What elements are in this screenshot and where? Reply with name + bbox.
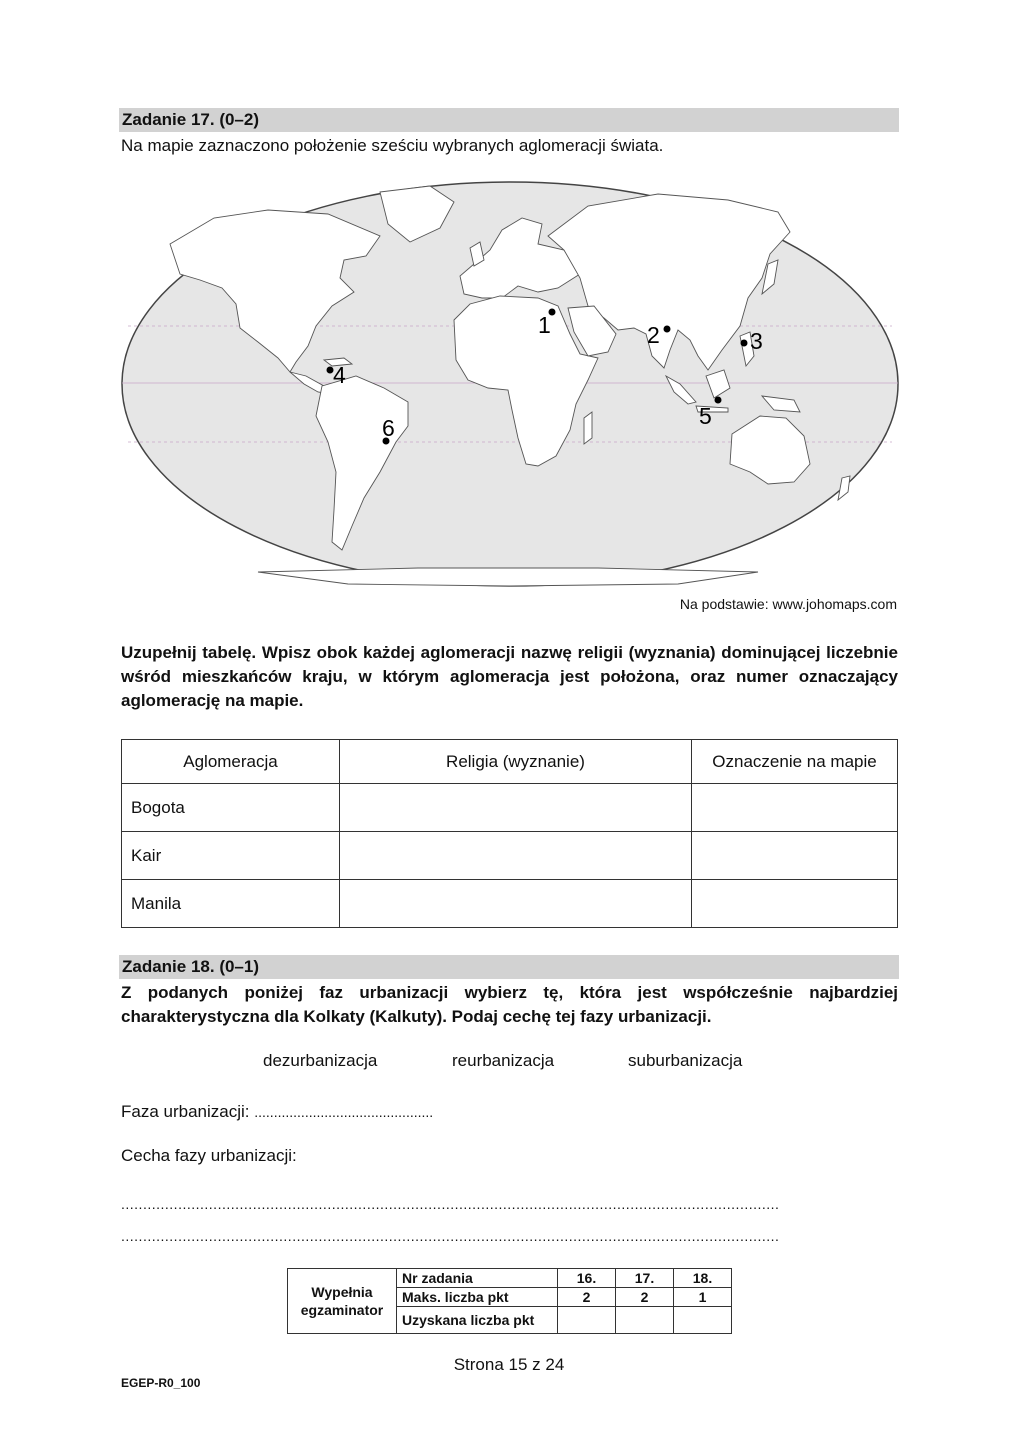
marker-label-1: 1: [538, 312, 551, 338]
exam-code: EGEP-R0_100: [121, 1376, 201, 1390]
marker-dot-3: [741, 340, 748, 347]
phase-label: Faza urbanizacji:: [121, 1102, 250, 1121]
row-label-obtained: Uzyskana liczba pkt: [397, 1307, 558, 1334]
marker-label-4: 4: [333, 362, 346, 388]
task-number: 16.: [558, 1269, 616, 1288]
max-points: 2: [558, 1288, 616, 1307]
option-suburbanizacja: suburbanizacja: [628, 1051, 743, 1070]
table-row: [122, 784, 898, 832]
row-label-task: Nr zadania: [397, 1269, 558, 1288]
task-18-header: Zadanie 18. (0–1): [119, 955, 899, 979]
task-17-header: Zadanie 17. (0–2): [119, 108, 899, 132]
filled-by-line-1: Wypełnia: [311, 1284, 373, 1300]
row-label-max: Maks. liczba pkt: [397, 1288, 558, 1307]
city-name: Kair: [122, 832, 340, 880]
score-table: [287, 1268, 732, 1334]
feature-answer-line-1[interactable]: ......................................................................................................................................................: [121, 1196, 780, 1212]
religion-input-cell[interactable]: [340, 880, 692, 928]
table-row: [122, 832, 898, 880]
table-row: [122, 880, 898, 928]
answer-table-header: [122, 740, 898, 784]
marker-dot-5: [715, 397, 722, 404]
religion-input-cell[interactable]: [340, 784, 692, 832]
task-number: 17.: [616, 1269, 674, 1288]
marker-label-3: 3: [750, 328, 763, 354]
world-map: [118, 180, 902, 588]
option-dezurbanizacja: dezurbanizacja: [263, 1051, 378, 1070]
city-name: Bogota: [122, 784, 340, 832]
task-17-intro: Na mapie zaznaczono położenie sześciu wybranych aglomeracji świata.: [121, 136, 664, 155]
max-points: 2: [616, 1288, 674, 1307]
map-source: Na podstawie: www.johomaps.com: [679, 596, 897, 612]
marker-label-6: 6: [382, 415, 395, 441]
task-18-instruction: Z podanych poniżej faz urbanizacji wybierz tę, która jest współcześnie najbardziej charakterystyczna dla Kolkaty (Kalkuty). Podaj cechę tej fazy urbanizacji.: [121, 983, 898, 1026]
map-number-input-cell[interactable]: [692, 832, 898, 880]
header-map-number: Oznaczenie na mapie: [692, 740, 898, 784]
phase-field[interactable]: [121, 1100, 433, 1124]
marker-label-2: 2: [647, 322, 660, 348]
map-number-input-cell[interactable]: [692, 784, 898, 832]
task-17-instruction: Uzupełnij tabelę. Wpisz obok każdej aglomeracji nazwę religii (wyznania) dominującej liczebnie wśród mieszkańców kraju, w którym aglomeracja jest położona, oraz numer oznaczający aglomerację na mapie.: [121, 643, 898, 710]
feature-answer-line-2[interactable]: ......................................................................................................................................................: [121, 1228, 780, 1244]
religion-input-cell[interactable]: [340, 832, 692, 880]
feature-label: Cecha fazy urbanizacji:: [121, 1146, 297, 1165]
obtained-points-cell[interactable]: [616, 1307, 674, 1334]
header-religion: Religia (wyznanie): [340, 740, 692, 784]
max-points: 1: [674, 1288, 732, 1307]
task-number: 18.: [674, 1269, 732, 1288]
answer-table: [121, 739, 898, 928]
phase-answer-line[interactable]: ..............................................: [254, 1104, 434, 1120]
header-agglomeration: Aglomeracja: [122, 740, 340, 784]
map-number-input-cell[interactable]: [692, 880, 898, 928]
option-reurbanizacja: reurbanizacja: [452, 1051, 555, 1070]
filled-by-line-2: egzaminator: [300, 1302, 384, 1318]
obtained-points-cell[interactable]: [558, 1307, 616, 1334]
filled-by-cell: [288, 1269, 397, 1334]
page-number: Strona 15 z 24: [453, 1355, 565, 1374]
city-name: Manila: [122, 880, 340, 928]
marker-label-5: 5: [699, 403, 712, 429]
marker-dot-2: [664, 326, 671, 333]
obtained-points-cell[interactable]: [674, 1307, 732, 1334]
